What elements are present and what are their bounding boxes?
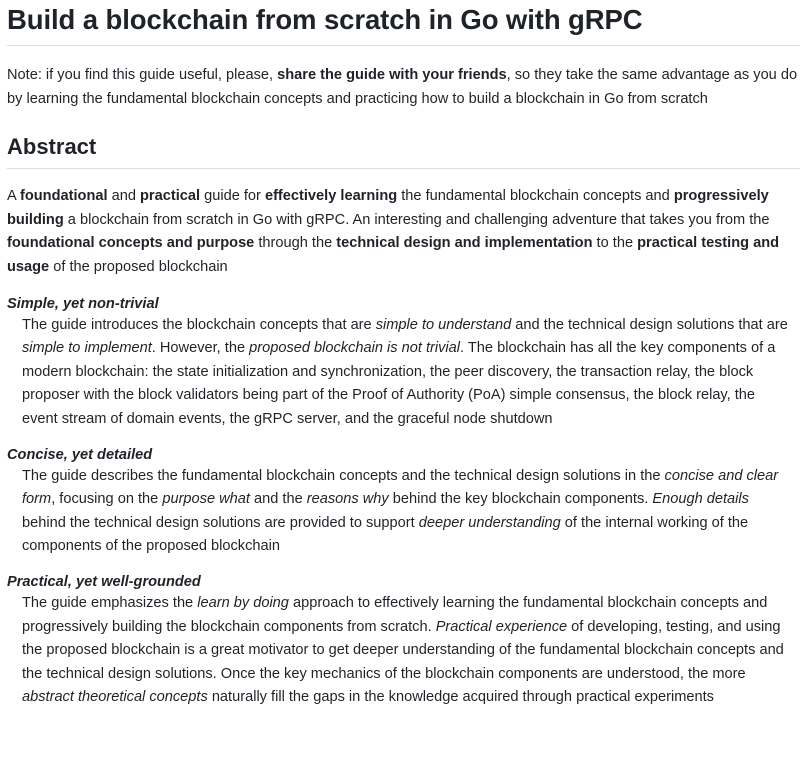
section-text: of the internal working of the components of the proposed blockchain [22,514,749,555]
intro-bold: foundational concepts and purpose [7,235,255,252]
section-text: , focusing on the [51,491,163,508]
section-concise [7,445,800,559]
note-bold-text: share the guide with your friends [277,67,507,83]
section-text: The guide emphasizes the [22,594,198,611]
section-body [22,314,794,432]
section-italic: simple to understand [375,316,512,333]
section-italic: learn by doing [197,594,289,611]
section-body [22,592,794,710]
intro-text: of the proposed blockchain [49,258,228,275]
section-italic: Practical experience [435,618,568,635]
intro-bold: progressively building [7,188,769,228]
section-body [22,465,794,559]
intro-text: the fundamental blockchain concepts and [397,188,674,205]
section-simple [7,294,800,432]
intro-text: and [107,188,141,205]
section-italic: Enough details [652,491,749,508]
section-heading: Concise, yet detailed [7,446,153,463]
section-heading: Simple, yet non-trivial [7,295,159,312]
note-paragraph [7,64,800,111]
intro-text: through the [254,235,337,252]
section-text: . However, the [151,340,250,357]
note-text: Note: if you find this guide useful, please, [7,67,278,83]
intro-text: a blockchain from scratch in Go with gRPC. An interesting and challenging adventure that takes you from the [63,211,770,228]
section-italic: abstract theoretical concepts [22,689,208,706]
intro-text: A [7,188,20,205]
section-text: . The blockchain has all the key components of a modern blockchain: the state initialization and synchronization, the peer discovery, the transaction relay, the block proposer with the block validators being part of the Proof of Authority (PoA) simple consensus, the block relay, the event stream of domain events, the gRPC server, and the graceful node shutdown [22,340,776,427]
intro-text: to the [592,235,638,252]
section-text: The guide describes the fundamental blockchain concepts and the technical design solutions in the [22,467,665,484]
section-text: of developing, testing, and using the proposed blockchain is a great motivator to get deeper understanding of the fundamental blockchain concepts and the technical design solutions. Once the key mechanics of the blockchain components are understood, the more [22,618,784,682]
abstract-heading: Abstract [7,133,800,169]
section-heading: Practical, yet well-grounded [7,573,201,590]
intro-bold: practical [140,188,201,205]
section-text: behind the technical design solutions are provided to support [22,514,419,531]
intro-bold: technical design and implementation [336,235,593,252]
section-italic: concise and clear form [22,467,779,508]
section-italic: simple to implement [22,340,152,357]
section-italic: purpose what [162,491,250,508]
intro-bold: foundational [19,188,108,205]
intro-bold: effectively learning [264,188,398,205]
page-title: Build a blockchain from scratch in Go with gRPC [7,0,800,46]
intro-bold: practical testing and usage [7,235,780,275]
intro-text: guide for [200,188,265,205]
section-text: and the [249,491,307,508]
section-text: and the technical design solutions that are [511,316,788,333]
section-text: behind the key blockchain components. [388,491,653,508]
intro-paragraph [7,185,800,279]
section-italic: proposed blockchain is not trivial [249,340,461,357]
section-italic: deeper understanding [418,514,561,531]
section-text: naturally fill the gaps in the knowledge acquired through practical experiments [207,689,714,706]
note-text: , so they take the same advantage as you do by learning the fundamental blockchain concepts and practicing how to build a blockchain in Go from scratch [7,67,798,107]
section-text: approach to effectively learning the fundamental blockchain concepts and progressively building the blockchain components from scratch. [22,594,768,635]
section-italic: reasons why [306,491,389,508]
section-practical [7,572,800,710]
section-text: The guide introduces the blockchain concepts that are [22,316,376,333]
